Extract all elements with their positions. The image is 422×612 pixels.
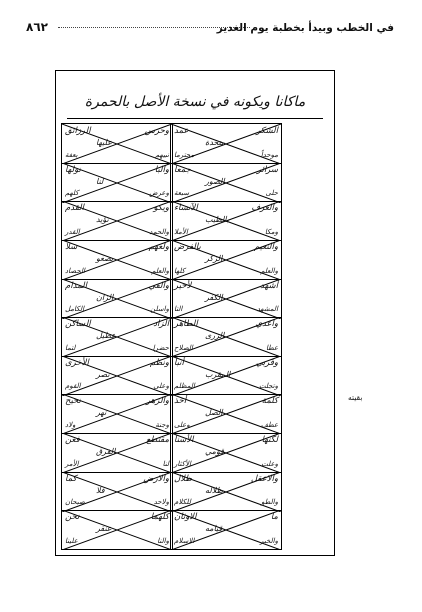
cell-word: للكلام: [174, 498, 191, 507]
table-cell: [171, 201, 281, 241]
cell-word: المقرب: [205, 369, 231, 379]
cell-word: كما: [65, 473, 77, 484]
cell-word: نحن: [65, 512, 80, 523]
cell-word: وحرس: [144, 126, 169, 136]
cell-word: لكنها: [261, 435, 278, 446]
cell-word: حضرا: [152, 343, 169, 352]
cell-word: بالفرض: [174, 241, 201, 252]
cell-word: ولاد: [65, 421, 76, 430]
margin-note: بقيته: [348, 393, 363, 402]
cell-word: الاوثان: [174, 512, 197, 523]
table-cell: [171, 394, 281, 434]
cell-word: المظلم: [174, 382, 195, 391]
table-cell: [171, 472, 281, 512]
cell-word: نصر: [96, 369, 110, 379]
cell-word: مقتطع: [146, 435, 169, 446]
cell-word: نحيح: [65, 396, 81, 407]
table-cell: [62, 317, 172, 357]
table-cell: [62, 510, 172, 550]
table-cell: [62, 201, 172, 241]
cell-word: والفي: [148, 280, 169, 291]
cell-word: فلا: [96, 485, 105, 495]
cell-word: واعدي: [255, 319, 278, 330]
cell-word: والطو: [261, 498, 278, 507]
cell-word: وعرض: [149, 189, 169, 198]
cell-word: علينا: [65, 536, 78, 545]
cell-word: المشهد: [256, 305, 278, 314]
table-cell: [62, 240, 172, 280]
cell-word: الحصاد: [65, 266, 85, 275]
cell-word: عطيل: [96, 331, 116, 341]
cell-word: وعلى: [174, 421, 190, 430]
cell-word: القوم: [65, 382, 81, 391]
table-cell: [171, 433, 281, 473]
cell-word: الصور: [205, 176, 225, 186]
cell-word: الأخرى: [65, 357, 89, 368]
table-cell: [62, 433, 172, 473]
cell-word: قيامه: [205, 524, 223, 534]
cell-word: جمعا: [174, 164, 191, 175]
cell-word: صبحان: [65, 498, 85, 507]
cell-word: كلمة: [261, 396, 278, 407]
cell-word: ولاحد: [153, 498, 169, 507]
cell-word: أخذ: [174, 396, 187, 407]
cell-word: ونظم: [149, 357, 169, 368]
cell-word: سبعة: [174, 189, 190, 198]
cell-word: عمد: [174, 126, 189, 136]
table-cell: [62, 356, 172, 396]
cell-word: ولعهم: [148, 241, 169, 252]
table-cell: [62, 124, 172, 164]
cell-word: سلا: [65, 241, 78, 252]
cell-word: موحداً: [260, 150, 278, 159]
table-cell: [171, 317, 281, 357]
table-cell: [62, 394, 172, 434]
table-cell: [171, 356, 281, 396]
cell-word: فعن: [65, 435, 80, 446]
cell-word: القدر: [65, 227, 80, 236]
cell-word: محترما: [174, 150, 195, 159]
talisman-table-frame: [55, 70, 335, 556]
cell-word: الزكر: [205, 253, 223, 263]
table-cell: [171, 163, 281, 203]
page-header: [0, 12, 422, 36]
cell-word: بعفة: [65, 150, 78, 159]
cell-word: سرائر: [256, 164, 278, 175]
cell-word: والعرف: [251, 203, 278, 214]
cell-word: المدام: [65, 280, 87, 291]
cell-word: عطف: [260, 421, 278, 430]
cell-word: لنا: [162, 459, 169, 468]
cell-word: ويكو: [153, 203, 169, 214]
cell-word: ما: [270, 512, 278, 523]
cell-word: واسلن: [150, 305, 169, 314]
cell-word: الزرى: [205, 331, 225, 341]
cell-word: والزهر: [146, 396, 169, 407]
cell-word: الصل: [205, 408, 223, 418]
cell-word: والخير: [260, 536, 278, 545]
cell-word: والعلم: [151, 266, 169, 275]
cell-word: نبيهم: [154, 150, 169, 159]
cell-word: والحمد: [149, 227, 169, 236]
cell-word: تؤيد: [96, 215, 109, 225]
cell-word: عليها: [96, 138, 112, 147]
table-cell: [62, 279, 172, 319]
cell-word: قومي: [205, 447, 224, 457]
cell-word: الآنساء: [174, 203, 198, 214]
cell-word: القدم: [65, 203, 84, 214]
cell-word: الفرق: [96, 447, 116, 457]
cell-word: الاسلام: [174, 536, 195, 545]
cell-word: لنا: [96, 176, 104, 186]
cell-word: الأسنا: [174, 435, 194, 446]
table-cell: [62, 472, 172, 512]
cell-word: الكفر: [205, 292, 223, 302]
table-cell: [171, 510, 281, 550]
cell-word: ظلال: [174, 473, 193, 484]
title-divider: [67, 118, 323, 119]
cell-word: وتجلت: [258, 382, 278, 391]
cell-word: أشهد: [260, 280, 278, 291]
cell-word: أنبأ: [174, 357, 184, 368]
cell-word: عطا: [265, 343, 278, 352]
cell-word: كلها: [174, 266, 186, 275]
cell-word: ومكا: [264, 227, 278, 236]
cell-word: الساكن: [65, 319, 91, 330]
page-number: ٨٦٢: [26, 20, 48, 34]
cell-word: الكامل: [65, 305, 85, 314]
cell-word: الشكر: [256, 126, 278, 136]
table-cell: [171, 240, 281, 280]
cell-word: والاعقل: [250, 473, 278, 484]
cell-word: الطاهر: [174, 319, 198, 330]
cell-word: الأملا: [174, 227, 188, 236]
table-cell: [171, 279, 281, 319]
cell-word: الزاد: [153, 319, 169, 330]
cell-word: ظلاله: [205, 485, 223, 495]
left-column: [61, 123, 173, 550]
cell-word: نهر: [96, 408, 107, 418]
cell-word: بالطيب: [205, 215, 229, 225]
cell-word: الرزائق: [65, 126, 91, 136]
cell-word: وجنة: [155, 421, 169, 430]
cell-word: الأمر: [65, 459, 79, 468]
cell-word: الأكثار: [174, 459, 191, 468]
cell-word: الزان: [96, 292, 114, 302]
cell-word: والعلم: [260, 266, 278, 275]
table-cell: [62, 163, 172, 203]
cell-word: وعلى: [153, 382, 169, 391]
cell-word: والنعيم: [254, 241, 278, 252]
cell-word: وقربي: [255, 357, 278, 368]
cell-word: عنقر: [96, 524, 112, 534]
cell-word: لتما: [65, 343, 76, 352]
cell-word: يصغو: [96, 253, 114, 263]
cell-word: لأخير: [174, 280, 192, 291]
cell-word: كلهم: [65, 189, 79, 198]
cell-word: الصلاح: [174, 343, 193, 352]
frame-title: ماكانا ويكونه في نسخة الأصل بالحمرة: [84, 94, 306, 110]
cell-word: والبا: [154, 164, 169, 175]
cell-word: وعلت: [261, 459, 278, 468]
table-cell: [171, 124, 281, 164]
right-column: [170, 123, 282, 550]
cell-word: التا: [174, 305, 183, 314]
running-title: في الخطب وبيدأ بخطبة يوم الغدير: [216, 22, 394, 34]
cell-word: والنا: [157, 536, 169, 545]
cell-word: متحدة: [205, 138, 226, 147]
cell-word: كلهما: [150, 512, 169, 523]
cell-word: نولها: [65, 164, 81, 175]
cell-word: حلى: [265, 189, 278, 198]
cell-word: والارض: [143, 473, 169, 484]
